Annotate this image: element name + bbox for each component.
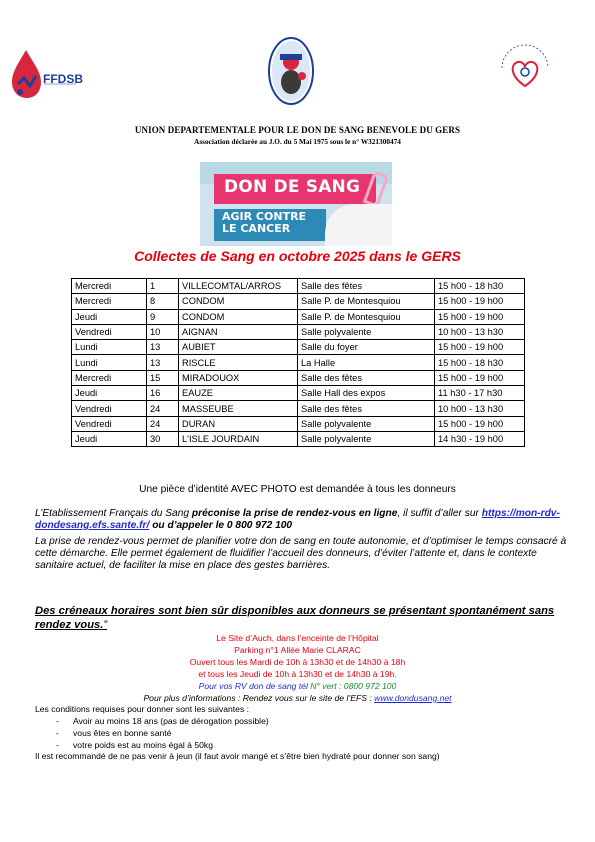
para1-b: préconise xyxy=(191,508,241,519)
day-cell: Mercredi xyxy=(72,279,147,294)
hours-cell: 15 h00 - 19 h00 xyxy=(435,309,525,324)
date-cell: 16 xyxy=(147,386,179,401)
hours-cell: 14 h30 - 19 h00 xyxy=(435,431,525,446)
day-cell: Lundi xyxy=(72,340,147,355)
city-cell: RISCLE xyxy=(179,355,298,370)
city-cell: AUBIET xyxy=(179,340,298,355)
city-cell: L'ISLE JOURDAIN xyxy=(179,431,298,446)
city-cell: CONDOM xyxy=(179,309,298,324)
city-cell: CONDOM xyxy=(179,294,298,309)
venue-cell: Salle Hall des expos xyxy=(298,386,435,401)
condition-item-3: votre poids est au moins égal à 50kg xyxy=(73,740,213,750)
banner-line-2: AGIR CONTRE xyxy=(222,210,307,223)
para1-e: ou d’appeler le 0 800 972 100 xyxy=(149,520,293,531)
city-cell: MASSEUBE xyxy=(179,401,298,416)
auch-tuesday-hours: Ouvert tous les Mardi de 10h à 13h30 et de 14h30 à 18h xyxy=(189,657,406,667)
table-row xyxy=(72,386,525,401)
don-du-sang-don-de-soi-logo xyxy=(494,38,556,100)
city-cell: MIRADOUOX xyxy=(179,370,298,385)
don-de-sang-banner xyxy=(200,162,392,246)
walk-in-text: Des créneaux horaires sont bien sûr disponibles aux donneurs se présentant spontanément sans rendez vous. xyxy=(35,605,555,631)
collection-schedule-table xyxy=(71,278,525,447)
gers-donor-mascot-logo xyxy=(265,36,317,106)
para1-c: la prise de rendez-vous en ligne xyxy=(240,508,398,519)
hours-cell: 15 h00 - 18 h30 xyxy=(435,355,525,370)
bullet-3: - xyxy=(56,740,59,750)
ffdsb-logo-text: FFDSB xyxy=(43,72,83,86)
day-cell: Jeudi xyxy=(72,431,147,446)
fasting-advice: Il est recommandé de ne pas venir à jeun (il faut avoir mangé et s’être bien hydraté pour donner son sang) xyxy=(35,751,440,761)
date-cell: 10 xyxy=(147,324,179,339)
page-title: Collectes de Sang en octobre 2025 dans le GERS xyxy=(134,248,461,264)
date-cell: 8 xyxy=(147,294,179,309)
hours-cell: 15 h00 - 19 h00 xyxy=(435,340,525,355)
banner-heading: DON DE SANG xyxy=(224,177,361,197)
hours-cell: 15 h00 - 18 h30 xyxy=(435,279,525,294)
conditions-intro: Les conditions requises pour donner sont les suivantes : xyxy=(35,704,250,714)
auch-parking-line: Parking n°1 Allée Marie CLARAC xyxy=(234,645,361,655)
date-cell: 24 xyxy=(147,401,179,416)
city-cell: EAUZE xyxy=(179,386,298,401)
table-row xyxy=(72,370,525,385)
table-row xyxy=(72,401,525,416)
date-cell: 15 xyxy=(147,370,179,385)
date-cell: 24 xyxy=(147,416,179,431)
schedule-body xyxy=(72,279,525,447)
table-row xyxy=(72,309,525,324)
table-row xyxy=(72,416,525,431)
day-cell: Vendredi xyxy=(72,416,147,431)
auch-site-line: Le Site d’Auch, dans l’enceinte de l’Hôpital xyxy=(216,633,379,643)
table-row xyxy=(72,431,525,446)
banner-subheading xyxy=(222,211,332,235)
date-cell: 13 xyxy=(147,355,179,370)
venue-cell: Salle polyvalente xyxy=(298,324,435,339)
venue-cell: Salle polyvalente xyxy=(298,416,435,431)
walk-in-quote: ” xyxy=(103,618,108,631)
hours-cell: 10 h00 - 13 h30 xyxy=(435,324,525,339)
venue-cell: Salle P. de Montesquiou xyxy=(298,294,435,309)
table-row xyxy=(72,340,525,355)
day-cell: Jeudi xyxy=(72,386,147,401)
day-cell: Mercredi xyxy=(72,294,147,309)
online-booking-paragraph xyxy=(35,508,570,532)
city-cell: VILLECOMTAL/ARROS xyxy=(179,279,298,294)
more-info-line xyxy=(0,693,595,704)
phone-prefix: Pour vos RV don de sang tél xyxy=(198,681,311,691)
condition-item-2: vous êtes en bonne santé xyxy=(73,728,172,738)
table-row xyxy=(72,324,525,339)
hours-cell: 15 h00 - 19 h00 xyxy=(435,294,525,309)
venue-cell: Salle polyvalente xyxy=(298,431,435,446)
org-subtitle: Association déclarée au J.O. du 5 Mai 1975 sous le n° W321300474 xyxy=(194,137,401,146)
banner-photo xyxy=(325,204,392,246)
phone-number: N° vert : 0800 972 100 xyxy=(310,681,397,691)
city-cell: AIGNAN xyxy=(179,324,298,339)
venue-cell: Salle des fêtes xyxy=(298,279,435,294)
city-cell: DURAN xyxy=(179,416,298,431)
venue-cell: Salle P. de Montesquiou xyxy=(298,309,435,324)
venue-cell: Salle des fêtes xyxy=(298,370,435,385)
hours-cell: 15 h00 - 19 h00 xyxy=(435,370,525,385)
venue-cell: Salle des fêtes xyxy=(298,401,435,416)
date-cell: 9 xyxy=(147,309,179,324)
date-cell: 1 xyxy=(147,279,179,294)
id-notice: Une pièce d’identité AVEC PHOTO est demandée à tous les donneurs xyxy=(139,484,456,495)
bullet-1: - xyxy=(56,716,59,726)
bullet-2: - xyxy=(56,728,59,738)
hours-cell: 11 h30 - 17 h30 xyxy=(435,386,525,401)
date-cell: 30 xyxy=(147,431,179,446)
day-cell: Vendredi xyxy=(72,401,147,416)
hours-cell: 15 h00 - 19 h00 xyxy=(435,416,525,431)
more-info-text: Pour plus d’informations : Rendez vous sur le site de l’EFS : xyxy=(143,693,375,703)
para1-d: , il suffit d’aller sur xyxy=(397,508,482,519)
banner-line-3: LE CANCER xyxy=(222,222,291,235)
booking-benefits-paragraph: La prise de rendez-vous permet de planifier votre don de sang en toute autonomie, et d’optimiser le temps consacré à cette démarche. Elle permet également de fluidifier l’accueil des donneurs, d’éviter l’attente et, dans le contexte sanitaire actuel, de faciliter la mise en place des gestes barrières. xyxy=(35,536,567,571)
day-cell: Vendredi xyxy=(72,324,147,339)
table-row xyxy=(72,279,525,294)
walk-in-notice xyxy=(35,605,565,632)
para1-a: L’Etablissement Français du Sang xyxy=(35,508,192,519)
auch-thursday-hours: et tous les Jeudi de 10h à 13h30 et de 14h30 à 19h. xyxy=(198,669,397,679)
day-cell: Jeudi xyxy=(72,309,147,324)
date-cell: 13 xyxy=(147,340,179,355)
table-row xyxy=(72,294,525,309)
venue-cell: La Halle xyxy=(298,355,435,370)
dondusang-link[interactable]: www.dondusang.net xyxy=(374,693,452,703)
auch-phone-line xyxy=(0,681,595,692)
venue-cell: Salle du foyer xyxy=(298,340,435,355)
org-title: UNION DEPARTEMENTALE POUR LE DON DE SANG BENEVOLE DU GERS xyxy=(134,125,461,135)
day-cell: Lundi xyxy=(72,355,147,370)
efs-booking-link[interactable]: https://mon-rdv-dondesang.efs.sante.fr/ xyxy=(35,508,560,531)
hours-cell: 10 h00 - 13 h30 xyxy=(435,401,525,416)
condition-item-1: Avoir au moins 18 ans (pas de dérogation possible) xyxy=(73,716,269,726)
table-row xyxy=(72,355,525,370)
day-cell: Mercredi xyxy=(72,370,147,385)
ffdsb-logo xyxy=(8,48,83,100)
